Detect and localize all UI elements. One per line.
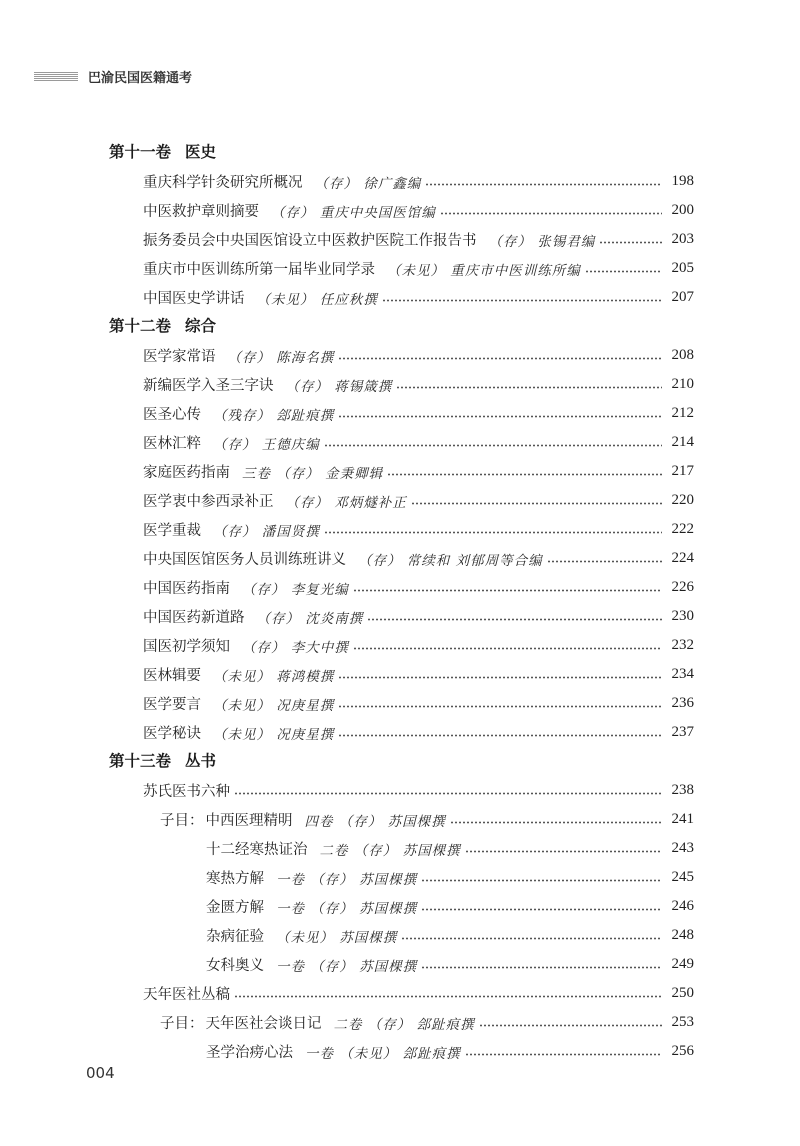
entry-meta: （存） 邓炳燧补正 — [285, 494, 407, 511]
volume-name: 医史 — [185, 143, 217, 161]
dot-leader — [324, 444, 662, 447]
entry-meta: 一卷 （存） 苏国棵撰 — [276, 958, 418, 975]
entry-meta: （未见） 蒋鸿模撰 — [213, 668, 335, 685]
header-rule-decoration — [34, 72, 78, 81]
toc-entry[interactable] — [0, 602, 800, 631]
entry-page-number: 207 — [671, 289, 694, 305]
entry-page-number: 232 — [671, 637, 694, 653]
dot-leader — [324, 531, 662, 534]
dot-leader — [338, 734, 662, 737]
volume-name: 综合 — [185, 317, 217, 335]
entry-title: 家庭医药指南 — [143, 465, 230, 481]
volume-heading — [0, 747, 800, 776]
table-of-contents — [0, 138, 800, 1066]
entry-page-number: 246 — [671, 898, 694, 914]
toc-entry[interactable] — [0, 805, 800, 834]
entry-title: 寒热方解 — [206, 871, 264, 887]
entry-meta: （存） 王德庆编 — [213, 436, 320, 453]
entry-page-number: 217 — [671, 463, 694, 479]
volume-label: 第十一卷 — [109, 143, 172, 161]
entry-title: 十二经寒热证治 — [206, 842, 308, 858]
entry-page-number: 203 — [671, 231, 694, 247]
subitem-prefix: 子目： — [160, 1016, 204, 1032]
entry-title: 中国医药新道路 — [143, 610, 245, 626]
entry-meta: （存） 沈炎南撰 — [256, 610, 364, 627]
dot-leader — [353, 589, 662, 592]
toc-entry[interactable] — [0, 1037, 800, 1066]
entry-meta: （存） 李大中撰 — [242, 639, 349, 656]
dot-leader — [465, 1053, 662, 1056]
dot-leader — [353, 647, 662, 650]
entry-title: 国医初学须知 — [143, 639, 230, 655]
dot-leader — [234, 792, 662, 795]
toc-entry[interactable] — [0, 167, 800, 196]
entry-page-number: 208 — [671, 347, 694, 363]
dot-leader — [338, 676, 662, 679]
entry-title: 医学秘诀 — [143, 726, 201, 742]
entry-page-number: 200 — [671, 202, 694, 218]
entry-page-number: 198 — [671, 173, 694, 189]
entry-title: 天年医社会谈日记 — [205, 1016, 322, 1032]
dot-leader — [421, 879, 662, 882]
toc-entry[interactable] — [0, 718, 800, 747]
entry-meta: （未见） 况庚星撰 — [213, 726, 335, 743]
toc-entry[interactable] — [0, 196, 800, 225]
dot-leader — [440, 212, 662, 215]
entry-meta: （存） 蒋锡箴撰 — [285, 378, 393, 395]
entry-meta: 四卷 （存） 苏国棵撰 — [304, 813, 446, 830]
entry-page-number: 238 — [671, 782, 694, 798]
volume-name: 丛书 — [185, 752, 217, 770]
subitem-prefix: 子目： — [160, 813, 204, 829]
entry-page-number: 234 — [671, 666, 694, 682]
toc-entry[interactable] — [0, 544, 800, 573]
entry-meta: 一卷 （未见） 郐趾痕撰 — [305, 1045, 461, 1062]
toc-entry[interactable] — [0, 776, 800, 805]
entry-meta: 二卷 （存） 郐趾痕撰 — [333, 1016, 475, 1033]
entry-title: 金匮方解 — [206, 900, 264, 916]
entry-meta: （未见） 任应秋撰 — [256, 291, 378, 308]
entry-title: 振务委员会中央国医馆设立中医救护医院工作报告书 — [143, 233, 477, 249]
entry-title: 重庆科学针灸研究所概况 — [143, 175, 303, 191]
volume-label: 第十二卷 — [109, 317, 172, 335]
toc-entry[interactable] — [0, 863, 800, 892]
entry-meta: （未见） 苏国棵撰 — [276, 929, 398, 946]
dot-leader — [421, 966, 662, 969]
entry-title: 苏氏医书六种 — [143, 784, 230, 800]
entry-meta: （存） 重庆中央国医馆编 — [271, 204, 436, 221]
dot-leader — [401, 937, 662, 940]
dot-leader — [338, 357, 662, 360]
toc-entry[interactable] — [0, 1008, 800, 1037]
entry-page-number: 236 — [671, 695, 694, 711]
dot-leader — [396, 386, 662, 389]
toc-entry[interactable] — [0, 254, 800, 283]
entry-meta: （存） 陈海名撰 — [227, 349, 335, 366]
entry-title: 中国医药指南 — [143, 581, 230, 597]
entry-meta: （存） 常续和 刘郁周等合编 — [358, 552, 543, 569]
dot-leader — [599, 241, 662, 244]
toc-entry[interactable] — [0, 370, 800, 399]
entry-title: 中央国医馆医务人员训练班讲义 — [143, 552, 346, 568]
dot-leader — [234, 995, 662, 998]
entry-page-number: 256 — [671, 1043, 694, 1059]
entry-page-number: 248 — [671, 927, 694, 943]
entry-title: 重庆市中医训练所第一届毕业同学录 — [143, 262, 375, 278]
entry-page-number: 243 — [671, 840, 694, 856]
toc-entry[interactable] — [0, 892, 800, 921]
entry-page-number: 241 — [671, 811, 694, 827]
volume-heading — [0, 312, 800, 341]
entry-title: 杂病征验 — [206, 929, 264, 945]
dot-leader — [425, 183, 662, 186]
entry-page-number: 249 — [671, 956, 694, 972]
entry-page-number: 224 — [671, 550, 694, 566]
dot-leader — [421, 908, 662, 911]
toc-entry[interactable] — [0, 428, 800, 457]
running-title: 巴渝民国医籍通考 — [88, 70, 193, 86]
volume-heading — [0, 138, 800, 167]
entry-page-number: 205 — [671, 260, 694, 276]
dot-leader — [387, 473, 662, 476]
entry-page-number: 250 — [671, 985, 694, 1001]
entry-title: 医学重裁 — [143, 523, 201, 539]
entry-page-number: 212 — [671, 405, 694, 421]
dot-leader — [411, 502, 662, 505]
page-number: 004 — [86, 1064, 115, 1082]
entry-meta: （未见） 况庚星撰 — [213, 697, 335, 714]
toc-entry[interactable] — [0, 399, 800, 428]
dot-leader — [382, 299, 662, 302]
entry-title: 中医救护章则摘要 — [143, 204, 259, 220]
entry-page-number: 226 — [671, 579, 694, 595]
entry-title: 医学要言 — [143, 697, 201, 713]
entry-meta: 二卷 （存） 苏国棵撰 — [319, 842, 461, 859]
entry-page-number: 210 — [671, 376, 694, 392]
entry-meta: （存） 李复光编 — [242, 581, 349, 598]
dot-leader — [465, 850, 662, 853]
toc-entry[interactable] — [0, 573, 800, 602]
dot-leader — [450, 821, 662, 824]
entry-title: 新编医学入圣三字诀 — [143, 378, 274, 394]
running-head — [34, 66, 192, 86]
entry-title: 圣学治痨心法 — [206, 1045, 293, 1061]
toc-entry[interactable] — [0, 689, 800, 718]
toc-entry[interactable] — [0, 921, 800, 950]
toc-entry[interactable] — [0, 225, 800, 254]
entry-page-number: 253 — [671, 1014, 694, 1030]
entry-meta: （未见） 重庆市中医训练所编 — [387, 262, 581, 279]
entry-title: 医林辑要 — [143, 668, 201, 684]
entry-meta: 一卷 （存） 苏国棵撰 — [276, 871, 418, 888]
dot-leader — [338, 415, 662, 418]
entry-meta: （存） 张锡君编 — [488, 233, 596, 250]
entry-page-number: 237 — [671, 724, 694, 740]
dot-leader — [585, 270, 662, 273]
toc-entry[interactable] — [0, 283, 800, 312]
entry-page-number: 214 — [671, 434, 694, 450]
entry-title: 医林汇粹 — [143, 436, 201, 452]
entry-meta: 三卷 （存） 金秉卿辑 — [242, 465, 384, 482]
entry-title: 天年医社丛稿 — [143, 987, 230, 1003]
toc-entry[interactable] — [0, 341, 800, 370]
toc-entry[interactable] — [0, 979, 800, 1008]
entry-title: 医学家常语 — [143, 349, 216, 365]
toc-entry[interactable] — [0, 950, 800, 979]
entry-meta: （残存） 郐趾痕撰 — [213, 407, 335, 424]
dot-leader — [479, 1024, 662, 1027]
entry-title: 中西医理精明 — [205, 813, 293, 829]
entry-title: 中国医史学讲话 — [143, 291, 245, 307]
entry-title: 医学衷中参西录补正 — [143, 494, 274, 510]
entry-title: 医圣心传 — [143, 407, 201, 423]
entry-meta: （存） 潘国贤撰 — [213, 523, 320, 540]
toc-entry[interactable] — [0, 515, 800, 544]
dot-leader — [547, 560, 662, 563]
entry-meta: （存） 徐广鑫编 — [314, 175, 422, 192]
dot-leader — [338, 705, 662, 708]
entry-page-number: 220 — [671, 492, 694, 508]
entry-page-number: 245 — [671, 869, 694, 885]
toc-entry[interactable] — [0, 660, 800, 689]
toc-entry[interactable] — [0, 486, 800, 515]
entry-page-number: 230 — [671, 608, 694, 624]
toc-entry[interactable] — [0, 631, 800, 660]
entry-page-number: 222 — [671, 521, 694, 537]
dot-leader — [367, 618, 662, 621]
entry-meta: 一卷 （存） 苏国棵撰 — [276, 900, 418, 917]
entry-title: 女科奥义 — [206, 958, 264, 974]
toc-entry[interactable] — [0, 457, 800, 486]
volume-label: 第十三卷 — [109, 752, 172, 770]
toc-entry[interactable] — [0, 834, 800, 863]
